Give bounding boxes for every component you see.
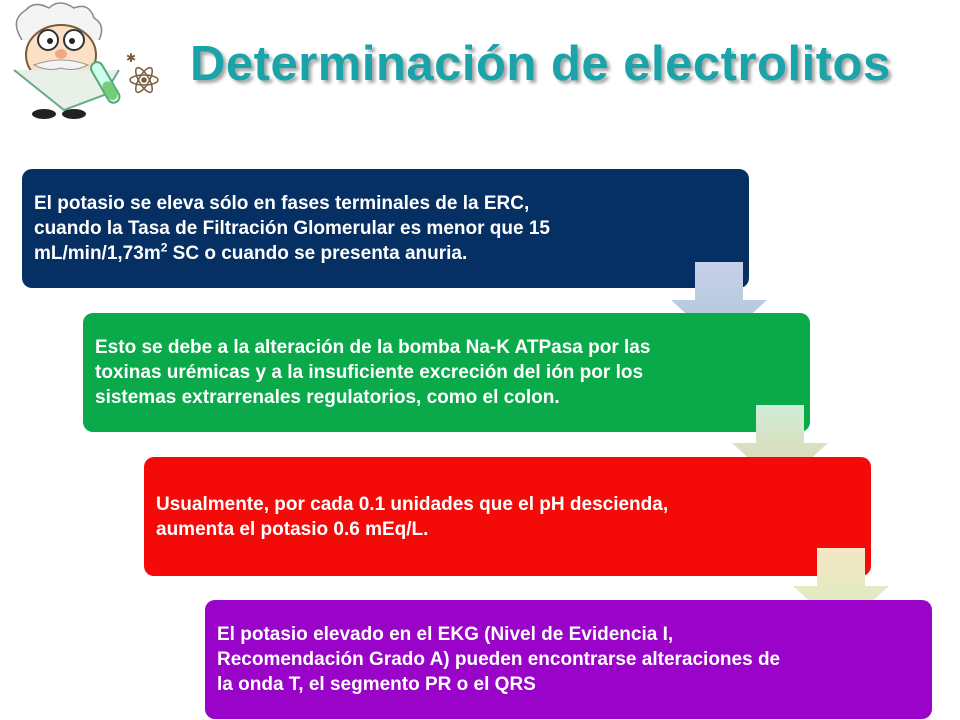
- step-text-4: El potasio elevado en el EKG (Nivel de Evidencia I, Recomendación Grado A) pueden encontrarse alteraciones de la onda T, el segmento PR o el QRS: [217, 624, 781, 695]
- scientist-cartoon-icon: [4, 0, 174, 125]
- superscript-2: 2: [160, 240, 168, 255]
- step-text-1: [34, 191, 594, 266]
- step-text-2: Esto se debe a la alteración de la bomba Na-K ATPasa por las toxinas urémicas y a la insuficiente excreción del ión por los sistemas extrarrenales regulatorios, como el colon.: [95, 337, 651, 408]
- svg-text:✱: ✱: [126, 51, 137, 65]
- step-text-1-before: El potasio se eleva sólo en fases terminales de la ERC, cuando la Tasa de Filtración Glomerular es menor que 15 mL/min/1,73m: [34, 193, 550, 264]
- step-text-3: Usualmente, por cada 0.1 unidades que el pH descienda, aumenta el potasio 0.6 mEq/L.: [156, 493, 669, 540]
- step-text-1-after: SC o cuando se presenta anuria.: [167, 243, 468, 264]
- step-box-3: [144, 457, 871, 576]
- step-box-1: [22, 169, 749, 288]
- step-box-2: [83, 313, 810, 432]
- step-box-4: [205, 600, 932, 719]
- page-title: Determinación de electrolitos: [190, 37, 891, 91]
